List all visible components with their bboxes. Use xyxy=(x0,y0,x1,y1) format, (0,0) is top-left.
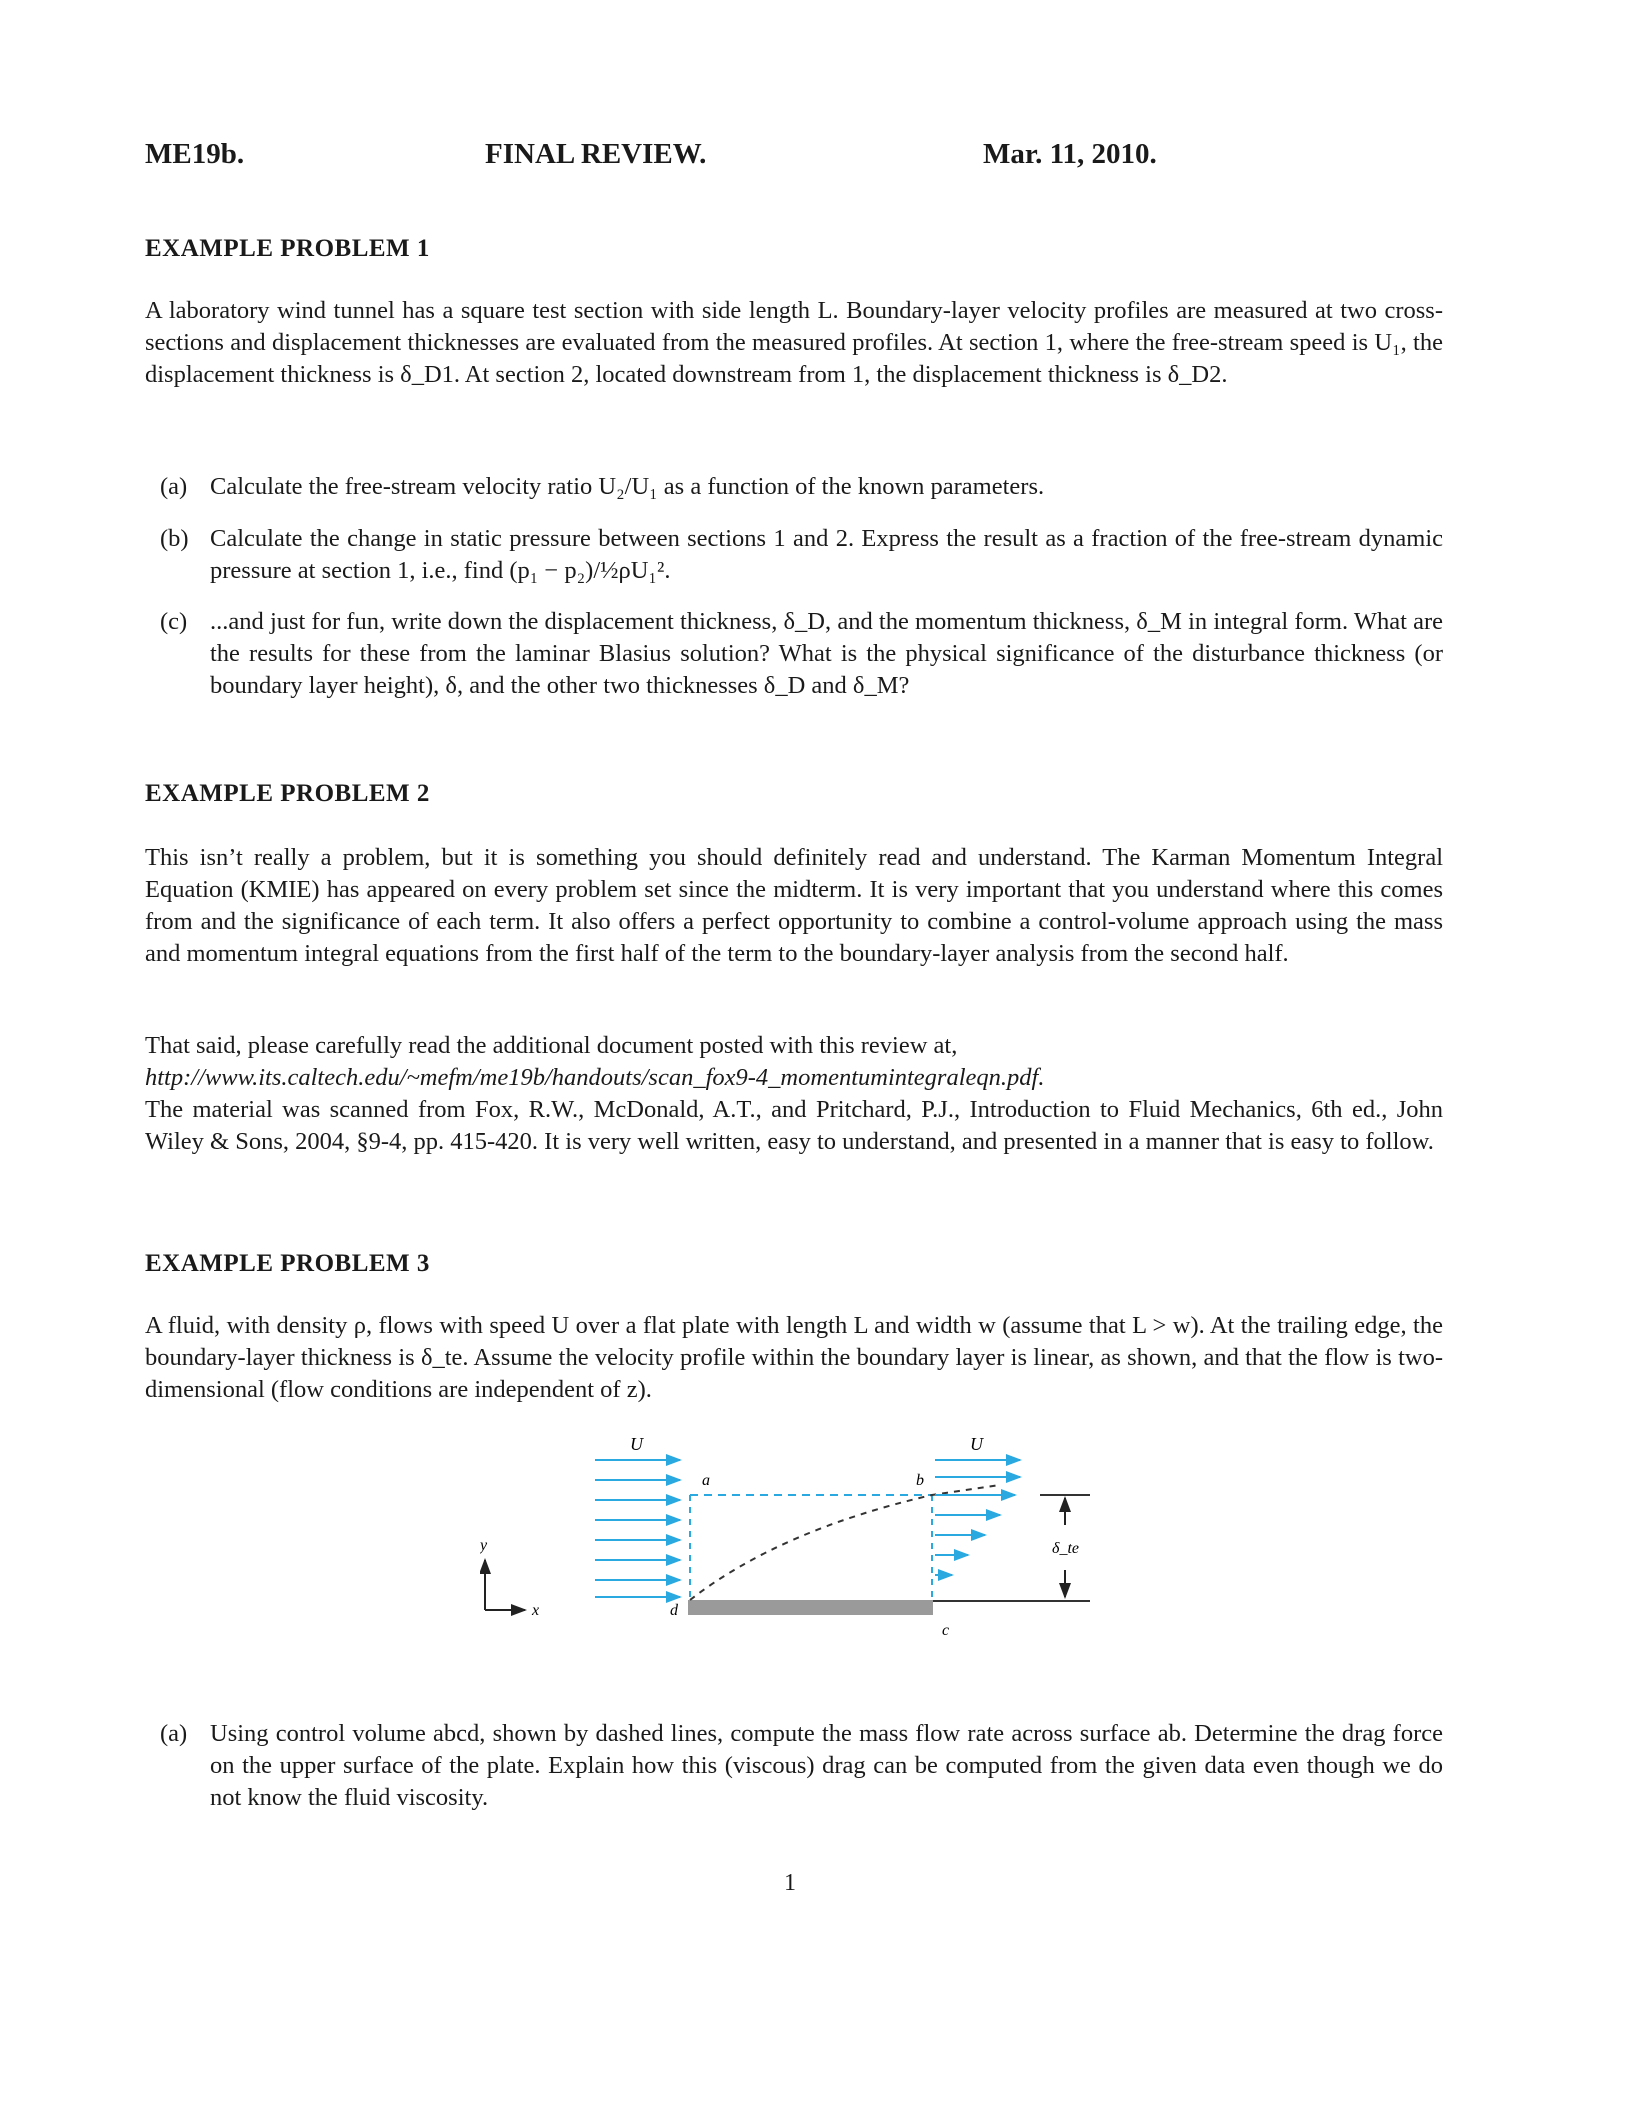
page-header xyxy=(145,138,1215,178)
control-volume-figure xyxy=(480,1435,1120,1675)
item-text: Using control volume abcd, shown by dashed lines, compute the mass flow rate across surface ab. Determine the drag force on the upper surface of the plate. Explain how this (viscous) drag can be computed from the given data even though we do not know the fluid viscosity. xyxy=(210,1720,1443,1811)
problem1-body: A laboratory wind tunnel has a square test section with side length L. Boundary-layer velocity profiles are measured at two cross-sections and displacement thicknesses are evaluated from the measured profiles. At section 1, where the free-stream speed is U₁, the displacement thickness is δ_D1. At section 2, located downstream from 1, the displacement thickness is δ_D2. xyxy=(145,297,1443,388)
problem3-item-a xyxy=(160,1718,1443,1814)
y-axis-label: y xyxy=(480,1537,488,1554)
boundary-layer-edge xyxy=(690,1485,1000,1600)
item-label: (c) xyxy=(160,608,188,635)
problem2-body: This isn’t really a problem, but it is something you should definitely read and understand. The Karman Momentum Integral Equation (KMIE) has appeared on every problem set since the midterm. It is very important that you understand where this comes from and the significance of each term. It also offers a perfect opportunity to combine a control-volume approach using the mass and momentum integral equations from the first half of the term to the boundary-layer analysis from the second half. xyxy=(145,844,1443,967)
item-text: ...and just for fun, write down the displacement thickness, δ_D, and the momentum thickness, δ_M in integral form. What are the results for these from the laminar Blasius solution? What is the physical significance of the disturbance thickness (or boundary layer height), δ, and the other two thicknesses δ_D and δ_M? xyxy=(210,608,1443,699)
item-label: (a) xyxy=(160,473,188,500)
reference-citation: The material was scanned from Fox, R.W., McDonald, A.T., and Pritchard, P.J., Introduction to Fluid Mechanics, 6th ed., John Wiley & Sons, 2004, §9-4, pp. 415-420. It is very well written, easy to understand, and presented in a manner that is easy to follow. xyxy=(145,1096,1443,1155)
document-title: FINAL REVIEW. xyxy=(485,138,707,170)
flat-plate xyxy=(688,1600,933,1615)
corner-c-label: c xyxy=(942,1622,950,1639)
problem3-title: EXAMPLE PROBLEM 3 xyxy=(145,1250,430,1277)
item-label: (a) xyxy=(160,1720,188,1747)
corner-d-label: d xyxy=(670,1602,678,1619)
course-code: ME19b. xyxy=(145,138,245,170)
page-number: 1 xyxy=(784,1870,796,1896)
delta-te-label: δ_te xyxy=(1052,1540,1079,1557)
reference-intro: That said, please carefully read the additional document posted with this review at, xyxy=(145,1032,958,1059)
outflow-arrows xyxy=(935,1460,1020,1575)
problem2-title: EXAMPLE PROBLEM 2 xyxy=(145,780,430,807)
item-label: (b) xyxy=(160,525,189,552)
inflow-arrows xyxy=(595,1460,680,1597)
inflow-velocity-label: U xyxy=(630,1435,643,1454)
document-date: Mar. 11, 2010. xyxy=(983,138,1157,170)
problem1-title: EXAMPLE PROBLEM 1 xyxy=(145,235,430,262)
problem1-item-c xyxy=(160,606,1443,702)
x-axis-label: x xyxy=(532,1602,540,1619)
item-text: Calculate the free-stream velocity ratio U₂/U₁ as a function of the known parameters. xyxy=(210,473,1045,500)
problem2-reference xyxy=(145,1030,1443,1158)
problem1-item-b xyxy=(160,523,1443,587)
item-text: Calculate the change in static pressure between sections 1 and 2. Express the result as a fraction of the free-stream dynamic pressure at section 1, i.e., find (p₁ − p₂)/½ρU₁². xyxy=(210,525,1443,584)
outflow-velocity-label: U xyxy=(970,1435,983,1454)
problem1-item-a xyxy=(160,471,1443,503)
corner-b-label: b xyxy=(916,1472,924,1489)
reference-url[interactable]: http://www.its.caltech.edu/~mefm/me19b/handouts/scan_fox9-4_momentumintegraleqn.pdf. xyxy=(145,1064,1045,1091)
corner-a-label: a xyxy=(702,1472,710,1489)
problem3-body: A fluid, with density ρ, flows with speed U over a flat plate with length L and width w (assume that L > w). At the trailing edge, the boundary-layer thickness is δ_te. Assume the velocity profile within the boundary layer is linear, as shown, and that the flow is two-dimensional (flow conditions are independent of z). xyxy=(145,1312,1443,1403)
